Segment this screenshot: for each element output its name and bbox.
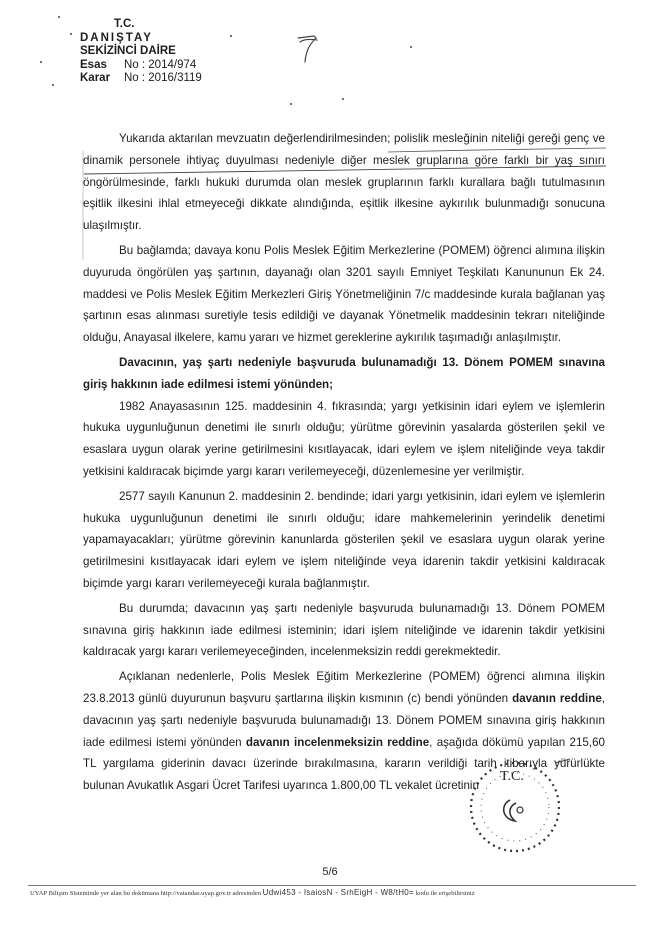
header-tc: T.C. xyxy=(114,18,135,30)
page-number: 5/6 xyxy=(322,866,338,878)
court-seal xyxy=(460,755,580,860)
paragraph-2: Bu bağlamda; davaya konu Polis Meslek Eğitim Merkezlerine (POMEM) öğrenci alımına ilişkin duyuruda öngörülen yaş şartının, dayanağı olan 3201 sayılı Emniyet Teşkilatı Kanununun Ek 24. maddesi ve Polis Meslek Eğitim Merkezleri Giriş Yönetmeliğinin 7/c maddesinde kurala bağlanan yaş şartının esas alınması suretiyle tesis edildiği ve dayanak Yönetmelik maddesinin tekrarı niteliğinde olduğu, Anayasal ilkelere, kamu yararı ve hizmet gereklerine aykırılık taşımadığı anlaşılmıştır. xyxy=(83,243,605,345)
paragraph-3: 1982 Anayasasının 125. maddesinin 4. fıkrasında; yargı yetkisinin idari eylem ve işlemlerin hukuka uygunluğunun denetimi ile sınırlı olduğu; yürütme görevinin yasalarda gösterilen şekil ve esaslara uygun olarak yerine getirilmesini kısıtlayacak, idari eylem ve işlem niteliğinde veya takdir yetkisini kaldıracak biçimde yargı kararı verilemeyeceği, düzenlemesine yer verilmiştir. xyxy=(83,399,605,478)
court-name: DANIŞTAY xyxy=(80,31,153,44)
scan-speck xyxy=(230,35,232,37)
document-header xyxy=(80,18,202,86)
scan-speck xyxy=(70,33,72,35)
footer-code: Udwi453 - IsaiosN - SrhEigH - W8/tH0= xyxy=(262,888,415,897)
scan-speck xyxy=(410,46,412,48)
paragraph-4: 2577 sayılı Kanunun 2. maddesinin 2. bendinde; idari yargı yetkisinin, idari eylem ve işlemlerin hukuka uygunluğunun denetimi ile sınırlı olduğu; idare mahkemelerinin yerindelik denetimi yapamayacakları; yürütme görevinin kanunlarda gösterilen şekil ve esaslara uygun olarak yerine getirilmesini kısıtlayacak idari eylem ve işlem niteliğinde veya idarenin takdir yetkisini kaldıracak biçimde yargı kararı verilemeyeceği kurala bağlanmıştır. xyxy=(83,489,605,590)
document-body xyxy=(83,128,605,797)
esas-row xyxy=(80,59,202,73)
scan-speck xyxy=(58,16,60,18)
scan-speck xyxy=(40,61,42,63)
footer-text: UYAP Bilişim Sisteminde yer alan bu dokümana http://vatandas.uyap.gov.tr adresinden xyxy=(30,890,261,897)
karar-label: Karar xyxy=(80,72,111,84)
final-paragraph: Açıklanan nedenlerle, Polis Meslek Eğitim Merkezlerine (POMEM) öğrenci alımına ilişkin 23.8.2013 günlü duyurunun başvuru şartlarına ilişkin kısmının (c) bendi yönünden davanın reddine, davacının yaş şartı nedeniyle başvuruda bulunamadığı 13. Dönem POMEM sınavına giriş hakkının iade edilmesi istemi yönünden davanın incelenmeksizin reddine, aşağıda dökümü yapılan 215,60 TL yargılama giderinin davacı üzerinde bırakılmasına, kararın verildiği tarih itibarıyla yürürlükte bulunan Avukatlık Asgari Ücret Tarifesi uyarınca 1.800,00 TL vekalet ücretinin xyxy=(83,670,606,793)
ruling-reject-without-review: davanın incelenmeksizin reddine xyxy=(245,735,430,749)
footer-divider xyxy=(28,885,636,886)
scan-speck xyxy=(290,103,292,105)
esas-label: Esas xyxy=(80,58,107,71)
esas-value: No : 2014/974 xyxy=(124,58,197,71)
scan-speck xyxy=(342,98,344,100)
footer-suffix: kodu ile erişebilirsiniz xyxy=(415,890,475,897)
ruling-reject: davanın reddine xyxy=(512,691,602,705)
paragraph-5: Bu durumda; davacının yaş şartı nedeniyle başvuruda bulunamadığı 13. Dönem POMEM sınavına giriş hakkının iade edilmesi isteminin; idari işlem niteliğinde ve idarenin takdir yetkisini kaldıracak yargı kararı verilemeyeceğinden, incelenmeksizin reddi gerekmektedir. xyxy=(83,601,605,659)
footer xyxy=(30,888,636,897)
handwritten-mark-7 xyxy=(290,30,330,70)
paragraph-1: Yukarıda aktarılan mevzuatın değerlendirilmesinden; polislik mesleğinin niteliği gereği genç ve dinamik personele ihtiyaç duyulması nedeniyle diğer meslek gruplarına göre farklı bir yaş sınırı öngörülmesinde, farklı hukuki durumda olan meslek gruplarının farklı kurallara bağlı tutulmasının eşitlik ilkesini ihlal etmeyeceği dikkate alındığında, eşitlik ilkesine aykırılık bulunmadığı sonucuna ulaşılmıştır. xyxy=(83,132,605,233)
seal-text: T.C. xyxy=(500,769,524,784)
scan-speck xyxy=(52,84,54,86)
karar-value: No : 2016/3119 xyxy=(124,72,202,84)
section-heading: Davacının, yaş şartı nedeniyle başvuruda bulunamadığı 13. Dönem POMEM sınavına giriş hakkının iade edilmesi istemi yönünden; xyxy=(83,355,605,391)
department-name: SEKİZİNCİ DAİRE xyxy=(80,45,176,57)
karar-row xyxy=(80,72,202,86)
